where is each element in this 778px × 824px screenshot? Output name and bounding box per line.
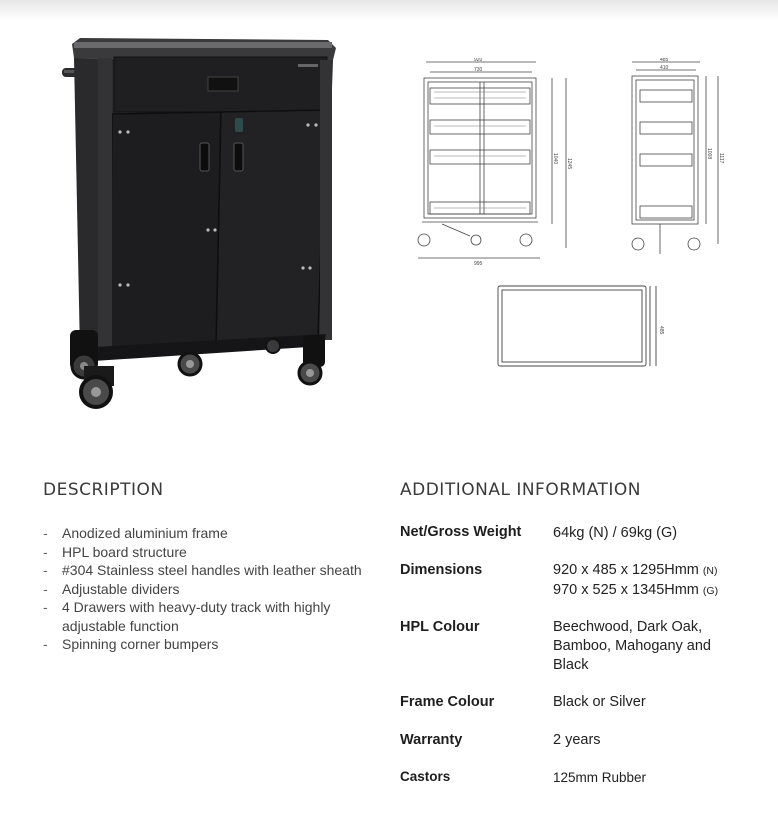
list-item: - #304 Stainless steel handles with leather sheath <box>43 562 362 578</box>
description-list <box>43 524 363 654</box>
side-view-drawing <box>618 58 738 268</box>
front-view-drawing <box>408 58 578 268</box>
list-item: - Spinning corner bumpers <box>43 636 219 652</box>
side-w2-label: 410 <box>660 65 669 71</box>
additional-info-heading: ADDITIONAL INFORMATION <box>400 480 641 500</box>
front-h1-label: 1040 <box>552 153 558 165</box>
dimensions-gross: 970 x 525 x 1345Hmm <box>553 582 699 598</box>
bullet-dash: - <box>43 525 48 541</box>
front-inner-label: 730 <box>474 67 483 73</box>
front-base-label: 995 <box>474 261 483 267</box>
warranty-label: Warranty <box>400 732 463 748</box>
list-item: - Anodized aluminium frame <box>43 525 228 541</box>
top-shadow-bar <box>0 0 778 20</box>
top-view-drawing <box>490 278 690 373</box>
hpl-colour-label: HPL Colour <box>400 619 480 635</box>
list-item: - 4 Drawers with heavy-duty track with highly adjustable function <box>43 599 331 634</box>
dimensions-label: Dimensions <box>400 562 483 578</box>
weight-value: 64kg (N) / 69kg (G) <box>553 525 678 541</box>
dimensions-net: 920 x 485 x 1295Hmm <box>553 562 699 578</box>
trolley-product-image <box>58 30 343 420</box>
front-h2-label: 1245 <box>566 158 572 170</box>
bullet-dash: - <box>43 580 48 597</box>
bullet-dash: - <box>43 599 48 615</box>
dimensions-value <box>553 561 753 601</box>
side-h1-label: 1008 <box>706 148 712 160</box>
description-heading: DESCRIPTION <box>43 480 164 500</box>
list-item: - HPL board structure <box>43 543 187 560</box>
top-depth-label: 485 <box>658 326 664 335</box>
side-w1-label: 485 <box>660 58 669 63</box>
dimensions-gross-tag: (G) <box>702 585 719 597</box>
frame-colour-value: Black or Silver <box>553 694 646 710</box>
bullet-dash: - <box>43 562 48 578</box>
hpl-colour-value: Beechwood, Dark Oak, Bamboo, Mahogany and Black <box>553 619 711 673</box>
list-item: - Adjustable dividers <box>43 580 180 597</box>
frame-colour-label: Frame Colour <box>400 694 495 710</box>
side-h2-label: 1117 <box>718 153 724 164</box>
castors-value: 125mm Rubber <box>553 770 647 785</box>
front-width-label: 920 <box>474 58 483 63</box>
dimensions-net-tag: (N) <box>702 565 718 577</box>
castors-label: Castors <box>400 769 451 784</box>
warranty-value: 2 years <box>553 732 601 748</box>
bullet-dash: - <box>43 543 48 560</box>
bullet-dash: - <box>43 636 48 652</box>
weight-label: Net/Gross Weight <box>400 524 522 540</box>
